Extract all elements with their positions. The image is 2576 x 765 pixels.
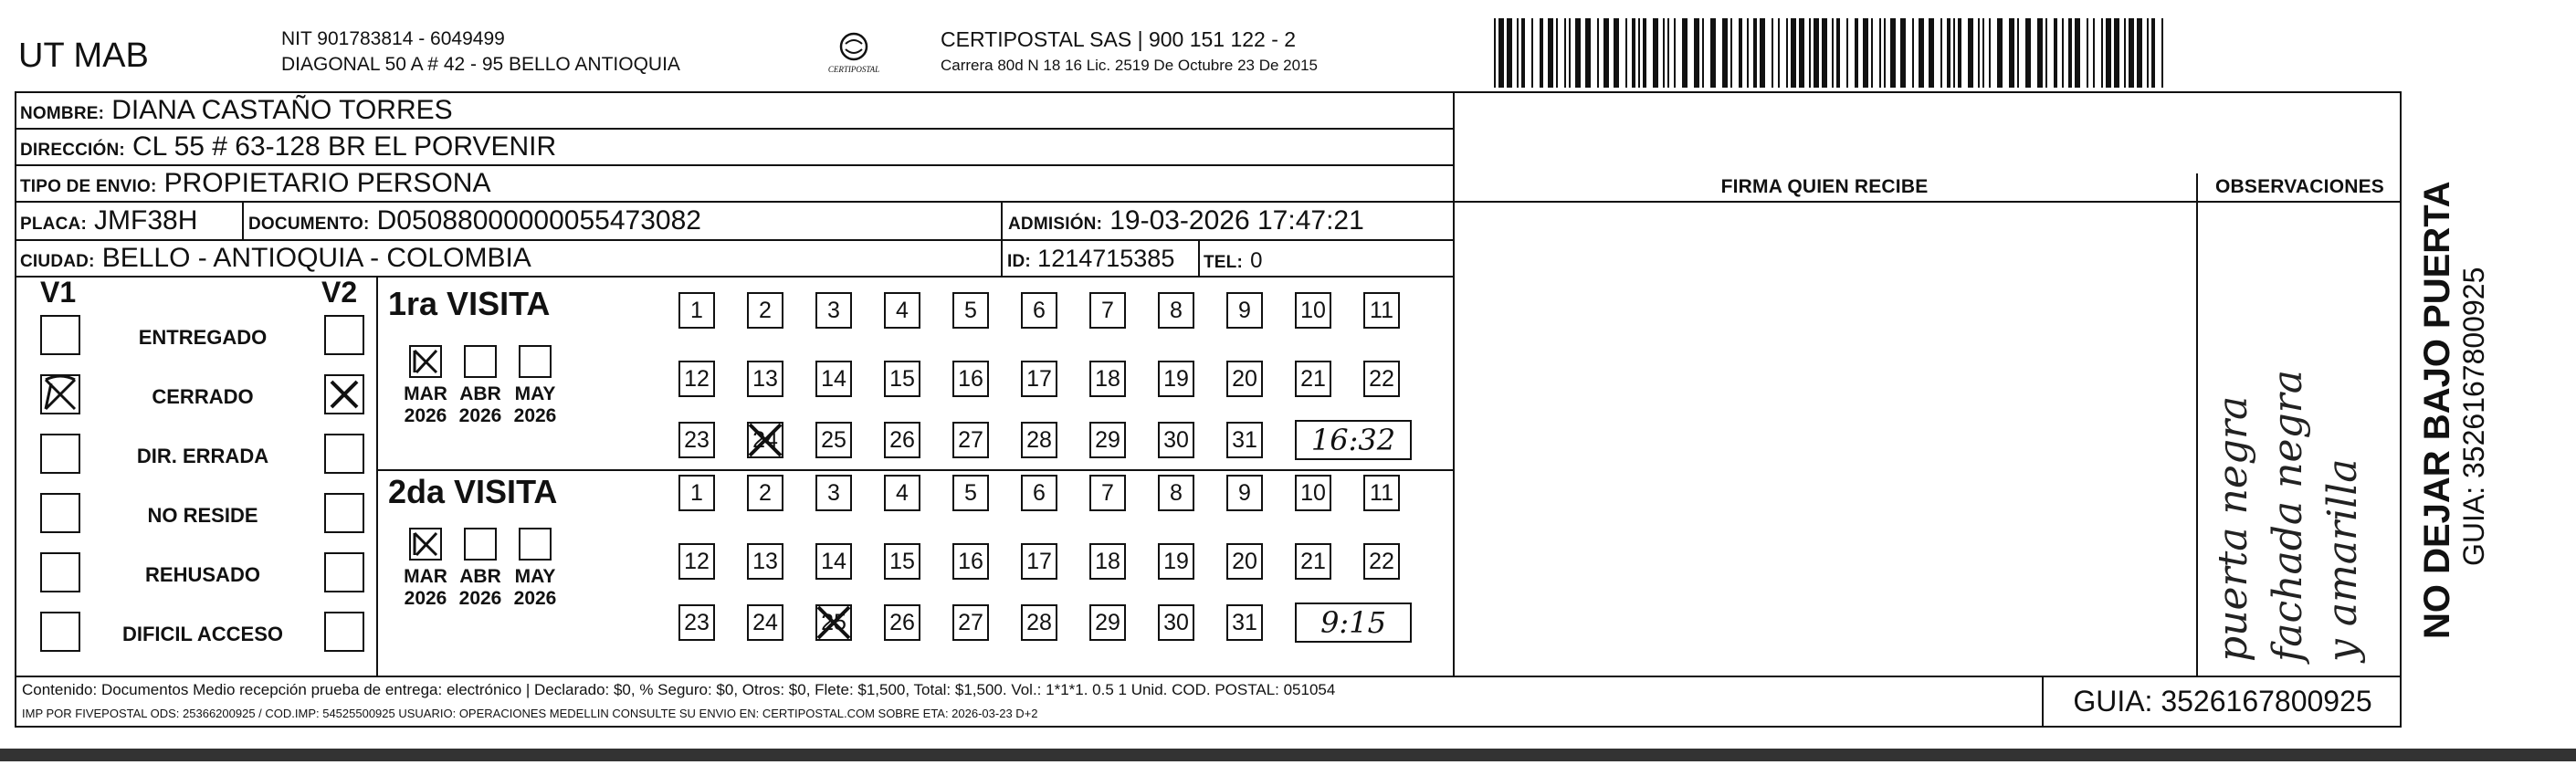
day-box[interactable]: 1 bbox=[678, 475, 715, 511]
barcode-bar bbox=[1855, 18, 1858, 88]
barcode-bar bbox=[1603, 18, 1609, 88]
month-label: MAY bbox=[514, 383, 556, 404]
barcode-bar bbox=[1585, 18, 1591, 88]
day-box[interactable]: 25 bbox=[815, 422, 852, 458]
day-box[interactable]: 2 bbox=[747, 475, 783, 511]
day-box[interactable]: 5 bbox=[952, 475, 989, 511]
month-label: ABR bbox=[459, 383, 501, 404]
barcode-bar bbox=[1625, 18, 1627, 88]
side-notice bbox=[2402, 91, 2493, 730]
day-box[interactable]: 14 bbox=[815, 543, 852, 580]
day-box[interactable]: 13 bbox=[747, 361, 783, 397]
day-box[interactable]: 17 bbox=[1021, 543, 1057, 580]
month-label: ABR bbox=[459, 566, 501, 587]
v2-checkbox[interactable] bbox=[324, 374, 364, 414]
v1-checkbox[interactable] bbox=[40, 374, 80, 414]
day-box[interactable]: 10 bbox=[1295, 292, 1331, 329]
v2-checkbox[interactable] bbox=[324, 612, 364, 652]
barcode-bar bbox=[1739, 18, 1742, 88]
tel-value: 0 bbox=[1250, 248, 1263, 273]
v1-checkbox[interactable] bbox=[40, 612, 80, 652]
barcode-bar bbox=[1846, 18, 1848, 88]
day-box[interactable]: 24 bbox=[747, 422, 783, 458]
day-box[interactable]: 19 bbox=[1158, 361, 1194, 397]
day-box[interactable]: 18 bbox=[1089, 543, 1126, 580]
barcode-bar bbox=[2147, 18, 2149, 88]
footer-guide: GUIA: 3526167800925 bbox=[2073, 685, 2372, 718]
barcode-bar bbox=[1912, 18, 1914, 88]
barcode-bar bbox=[2045, 18, 2047, 88]
v1-checkbox[interactable] bbox=[40, 315, 80, 355]
year-label: 2026 bbox=[458, 405, 502, 426]
status-label: DIR. ERRADA bbox=[136, 445, 269, 467]
name-field: NOMBRE: DIANA CASTAÑO TORRES bbox=[20, 95, 453, 125]
v1-checkbox[interactable] bbox=[40, 434, 80, 474]
month-checkbox[interactable] bbox=[519, 528, 552, 561]
side-guide-number: GUIA: 3526167800925 bbox=[2457, 267, 2490, 566]
day-box[interactable]: 4 bbox=[884, 292, 920, 329]
day-box[interactable]: 25 bbox=[815, 604, 852, 641]
tel-field: TEL: 0 bbox=[1204, 248, 1263, 273]
barcode-bar bbox=[1498, 18, 1504, 88]
barcode-bar bbox=[1556, 18, 1558, 88]
barcode-bar bbox=[1900, 18, 1906, 88]
day-box[interactable]: 19 bbox=[1158, 543, 1194, 580]
day-box[interactable]: 31 bbox=[1226, 604, 1263, 641]
day-box[interactable]: 11 bbox=[1363, 475, 1400, 511]
month-checkbox[interactable] bbox=[409, 345, 442, 378]
visit-time[interactable]: 16:32 bbox=[1295, 420, 1412, 460]
day-box[interactable]: 23 bbox=[678, 422, 715, 458]
v1-checkbox[interactable] bbox=[40, 552, 80, 592]
day-box[interactable]: 6 bbox=[1021, 475, 1057, 511]
barcode-bar bbox=[1919, 18, 1924, 88]
v1-label: V1 bbox=[40, 276, 77, 309]
month-label: MAY bbox=[514, 566, 556, 587]
v2-checkbox[interactable] bbox=[324, 315, 364, 355]
day-box[interactable]: 4 bbox=[884, 475, 920, 511]
barcode-bar bbox=[2106, 18, 2111, 88]
observations-label: OBSERVACIONES bbox=[2214, 176, 2385, 197]
day-box[interactable]: 7 bbox=[1089, 292, 1126, 329]
recipient-address: CL 55 # 63-128 BR EL PORVENIR bbox=[132, 131, 557, 162]
barcode-bar bbox=[2054, 18, 2057, 88]
barcode-bar bbox=[1989, 18, 1991, 88]
month-checkbox[interactable] bbox=[464, 528, 497, 561]
status-label: ENTREGADO bbox=[138, 326, 268, 349]
barcode-bar bbox=[2124, 18, 2126, 88]
barcode-bar bbox=[2101, 18, 2103, 88]
barcode-bar bbox=[2025, 18, 2031, 88]
day-box[interactable]: 20 bbox=[1226, 543, 1263, 580]
day-box[interactable]: 26 bbox=[884, 604, 920, 641]
certipostal-logo bbox=[813, 31, 895, 85]
day-box[interactable]: 23 bbox=[678, 604, 715, 641]
barcode-bar bbox=[1978, 18, 1980, 88]
barcode-bar bbox=[1832, 18, 1834, 88]
day-box[interactable]: 11 bbox=[1363, 292, 1400, 329]
v2-checkbox[interactable] bbox=[324, 552, 364, 592]
day-box[interactable]: 26 bbox=[884, 422, 920, 458]
status-label: REHUSADO bbox=[145, 563, 260, 586]
barcode-bar bbox=[1710, 18, 1716, 88]
day-box[interactable]: 29 bbox=[1089, 422, 1126, 458]
barcode-bar bbox=[2137, 18, 2142, 88]
barcode-bar bbox=[2075, 18, 2080, 88]
barcode-bar bbox=[1667, 18, 1669, 88]
barcode-bar bbox=[2037, 18, 2043, 88]
signature-label: FIRMA QUIEN RECIBE bbox=[1720, 176, 1929, 197]
shipment-type: PROPIETARIO PERSONA bbox=[163, 168, 491, 198]
status-label: DIFICIL ACCESO bbox=[121, 623, 283, 645]
document-value: D05088000000055473082 bbox=[376, 205, 701, 236]
barcode-bar bbox=[1863, 18, 1868, 88]
month-checkbox[interactable] bbox=[464, 345, 497, 378]
barcode-bar bbox=[2009, 18, 2014, 88]
barcode-bar bbox=[1614, 18, 1619, 88]
barcode-bar bbox=[1643, 18, 1646, 88]
day-box[interactable]: 10 bbox=[1295, 475, 1331, 511]
v1-checkbox[interactable] bbox=[40, 493, 80, 533]
day-box[interactable]: 17 bbox=[1021, 361, 1057, 397]
barcode-bar bbox=[1760, 18, 1765, 88]
admission-value: 19-03-2026 17:47:21 bbox=[1109, 205, 1364, 236]
barcode-bar bbox=[1822, 18, 1827, 88]
barcode-bar bbox=[1540, 18, 1543, 88]
barcode-bar bbox=[1814, 18, 1819, 88]
barcode-bar bbox=[1791, 18, 1796, 88]
day-box[interactable]: 20 bbox=[1226, 361, 1263, 397]
barcode-bar bbox=[2114, 18, 2119, 88]
barcode-bar bbox=[1799, 18, 1804, 88]
svg-text:puerta negra: puerta negra bbox=[2210, 395, 2256, 662]
city-value: BELLO - ANTIOQUIA - COLOMBIA bbox=[101, 243, 531, 273]
year-label: 2026 bbox=[404, 405, 447, 426]
day-box[interactable]: 22 bbox=[1363, 361, 1400, 397]
day-box[interactable]: 9 bbox=[1226, 292, 1263, 329]
day-box[interactable]: 8 bbox=[1158, 475, 1194, 511]
day-box[interactable]: 3 bbox=[815, 292, 852, 329]
v2-checkbox[interactable] bbox=[324, 493, 364, 533]
barcode-bar bbox=[1575, 18, 1581, 88]
first-visit-title: 1ra VISITA bbox=[388, 285, 551, 322]
barcode-bar bbox=[2151, 18, 2155, 88]
second-visit-title: 2da VISITA bbox=[388, 473, 558, 510]
svg-text:CERTIPOSTAL: CERTIPOSTAL bbox=[827, 65, 880, 74]
company-address: DIAGONAL 50 A # 42 - 95 BELLO ANTIOQUIA bbox=[281, 54, 680, 75]
barcode-bar bbox=[1958, 18, 1961, 88]
month-checkbox[interactable] bbox=[409, 528, 442, 561]
barcode-bar bbox=[1521, 18, 1525, 88]
day-box[interactable]: 9 bbox=[1226, 475, 1263, 511]
svg-text:y amarilla: y amarilla bbox=[2319, 458, 2366, 662]
barcode-bar bbox=[1702, 18, 1704, 88]
barcode-bar bbox=[2087, 18, 2088, 88]
barcode-bar bbox=[1879, 18, 1881, 88]
day-box[interactable]: 16 bbox=[952, 543, 989, 580]
barcode-bar bbox=[1517, 18, 1519, 88]
day-box[interactable]: 16 bbox=[952, 361, 989, 397]
barcode-bar bbox=[1778, 18, 1780, 88]
barcode-bar bbox=[1682, 18, 1688, 88]
footer-imp: IMP POR FIVEPOSTAL ODS: 25366200925 / COD.IMP: 54525500925 USUARIO: OPERACIONES MEDELLIN CONSULTE SU ENVIO EN: CERTIPOSTAL.COM SOBRE ETA: 2026-03-23 D+2 bbox=[22, 707, 1038, 720]
v2-label: V2 bbox=[321, 276, 358, 309]
day-box[interactable]: 6 bbox=[1021, 292, 1057, 329]
month-label: MAR bbox=[404, 383, 447, 404]
day-box[interactable]: 28 bbox=[1021, 604, 1057, 641]
barcode-bar bbox=[1747, 18, 1749, 88]
address-field: DIRECCIÓN: CL 55 # 63-128 BR EL PORVENIR bbox=[20, 131, 557, 162]
day-box[interactable]: 15 bbox=[884, 361, 920, 397]
admission-field: ADMISIÓN: 19-03-2026 17:47:21 bbox=[1008, 205, 1364, 236]
year-label: 2026 bbox=[458, 588, 502, 609]
year-label: 2026 bbox=[513, 405, 557, 426]
barcode-bar bbox=[1947, 18, 1950, 88]
barcode-bar bbox=[1564, 18, 1566, 88]
barcode-bar bbox=[1809, 18, 1811, 88]
barcode-bar bbox=[1694, 18, 1699, 88]
barcode-bar bbox=[2161, 18, 2163, 88]
barcode-bar bbox=[1753, 18, 1757, 88]
year-label: 2026 bbox=[513, 588, 557, 609]
barcode-bar bbox=[1786, 18, 1788, 88]
company-name: UT MAB bbox=[18, 37, 149, 75]
barcode-bar bbox=[1507, 18, 1512, 88]
day-box[interactable]: 3 bbox=[815, 475, 852, 511]
month-checkbox[interactable] bbox=[519, 345, 552, 378]
day-box[interactable]: 21 bbox=[1295, 543, 1331, 580]
observations-handwritten bbox=[2210, 215, 2392, 666]
barcode-bar bbox=[1638, 18, 1640, 88]
barcode-bar bbox=[1929, 18, 1934, 88]
no-dejar-notice: NO DEJAR BAJO PUERTA bbox=[2417, 181, 2457, 639]
day-box[interactable]: 24 bbox=[747, 604, 783, 641]
day-box[interactable]: 29 bbox=[1089, 604, 1126, 641]
day-box[interactable]: 31 bbox=[1226, 422, 1263, 458]
barcode-bar bbox=[1997, 18, 2003, 88]
recipient-name: DIANA CASTAÑO TORRES bbox=[111, 95, 453, 125]
barcode-bar bbox=[1730, 18, 1732, 88]
v2-checkbox[interactable] bbox=[324, 434, 364, 474]
barcode-bar bbox=[1953, 18, 1955, 88]
carrier-license: Carrera 80d N 18 16 Lic. 2519 De Octubre 23 De 2015 bbox=[941, 57, 1318, 74]
day-box[interactable]: 28 bbox=[1021, 422, 1057, 458]
barcode-bar bbox=[2068, 18, 2072, 88]
signature-area[interactable] bbox=[1461, 210, 2187, 666]
barcode-bar bbox=[1597, 18, 1599, 88]
plate-value: JMF38H bbox=[94, 205, 198, 236]
shipment-type-field: TIPO DE ENVIO: PROPIETARIO PERSONA bbox=[20, 168, 491, 198]
day-box[interactable]: 5 bbox=[952, 292, 989, 329]
status-label: CERRADO bbox=[152, 385, 254, 408]
day-box[interactable]: 18 bbox=[1089, 361, 1126, 397]
id-value: 1214715385 bbox=[1037, 245, 1175, 272]
barcode-bar bbox=[1663, 18, 1665, 88]
barcode-bar bbox=[2129, 18, 2134, 88]
day-box[interactable]: 22 bbox=[1363, 543, 1400, 580]
barcode-bar bbox=[1940, 18, 1942, 88]
carrier-name: CERTIPOSTAL SAS | 900 151 122 - 2 bbox=[941, 27, 1297, 51]
day-box[interactable]: 12 bbox=[678, 543, 715, 580]
barcode-bar bbox=[1653, 18, 1658, 88]
day-box[interactable]: 13 bbox=[747, 543, 783, 580]
barcode-bar bbox=[1569, 18, 1571, 88]
day-box[interactable]: 21 bbox=[1295, 361, 1331, 397]
barcode-bar bbox=[1890, 18, 1896, 88]
day-box[interactable]: 15 bbox=[884, 543, 920, 580]
barcode bbox=[1494, 18, 2179, 92]
day-box[interactable]: 2 bbox=[747, 292, 783, 329]
plate-field: PLACA: JMF38H bbox=[20, 205, 198, 236]
barcode-bar bbox=[1632, 18, 1635, 88]
status-label: NO RESIDE bbox=[147, 504, 258, 527]
barcode-bar bbox=[2017, 18, 2019, 88]
barcode-bar bbox=[2093, 18, 2095, 88]
barcode-bar bbox=[1531, 18, 1533, 88]
document-field: DOCUMENTO: D05088000000055473082 bbox=[248, 205, 701, 236]
day-box[interactable]: 14 bbox=[815, 361, 852, 397]
barcode-bar bbox=[2062, 18, 2064, 88]
id-field: ID: 1214715385 bbox=[1007, 245, 1175, 272]
day-box[interactable]: 30 bbox=[1158, 604, 1194, 641]
barcode-bar bbox=[1968, 18, 1973, 88]
day-box[interactable]: 27 bbox=[952, 604, 989, 641]
day-box[interactable]: 7 bbox=[1089, 475, 1126, 511]
day-box[interactable]: 12 bbox=[678, 361, 715, 397]
barcode-bar bbox=[1884, 18, 1886, 88]
year-label: 2026 bbox=[404, 588, 447, 609]
month-label: MAR bbox=[404, 566, 447, 587]
barcode-bar bbox=[1674, 18, 1676, 88]
barcode-bar bbox=[1494, 18, 1496, 88]
barcode-bar bbox=[1722, 18, 1728, 88]
barcode-bar bbox=[1772, 18, 1773, 88]
day-box[interactable]: 1 bbox=[678, 292, 715, 329]
barcode-bar bbox=[1836, 18, 1840, 88]
visit-time[interactable]: 9:15 bbox=[1295, 603, 1412, 643]
barcode-bar bbox=[1982, 18, 1984, 88]
day-box[interactable]: 27 bbox=[952, 422, 989, 458]
footer-content: Contenido: Documentos Medio recepción prueba de entrega: electrónico | Declarado: $0, % Seguro: $0, Otros: $0, Flete: $1,500, Total: $1,500. Vol.: 1*1*1. 0.5 1 Unid. COD. POSTAL: 051054 bbox=[22, 681, 1336, 698]
company-nit: NIT 901783814 - 6049499 bbox=[281, 28, 505, 49]
svg-text:fachada negra: fachada negra bbox=[2265, 370, 2311, 662]
city-field: CIUDAD: BELLO - ANTIOQUIA - COLOMBIA bbox=[20, 243, 531, 273]
barcode-bar bbox=[1548, 18, 1553, 88]
day-box[interactable]: 8 bbox=[1158, 292, 1194, 329]
barcode-bar bbox=[1871, 18, 1873, 88]
day-box[interactable]: 30 bbox=[1158, 422, 1194, 458]
